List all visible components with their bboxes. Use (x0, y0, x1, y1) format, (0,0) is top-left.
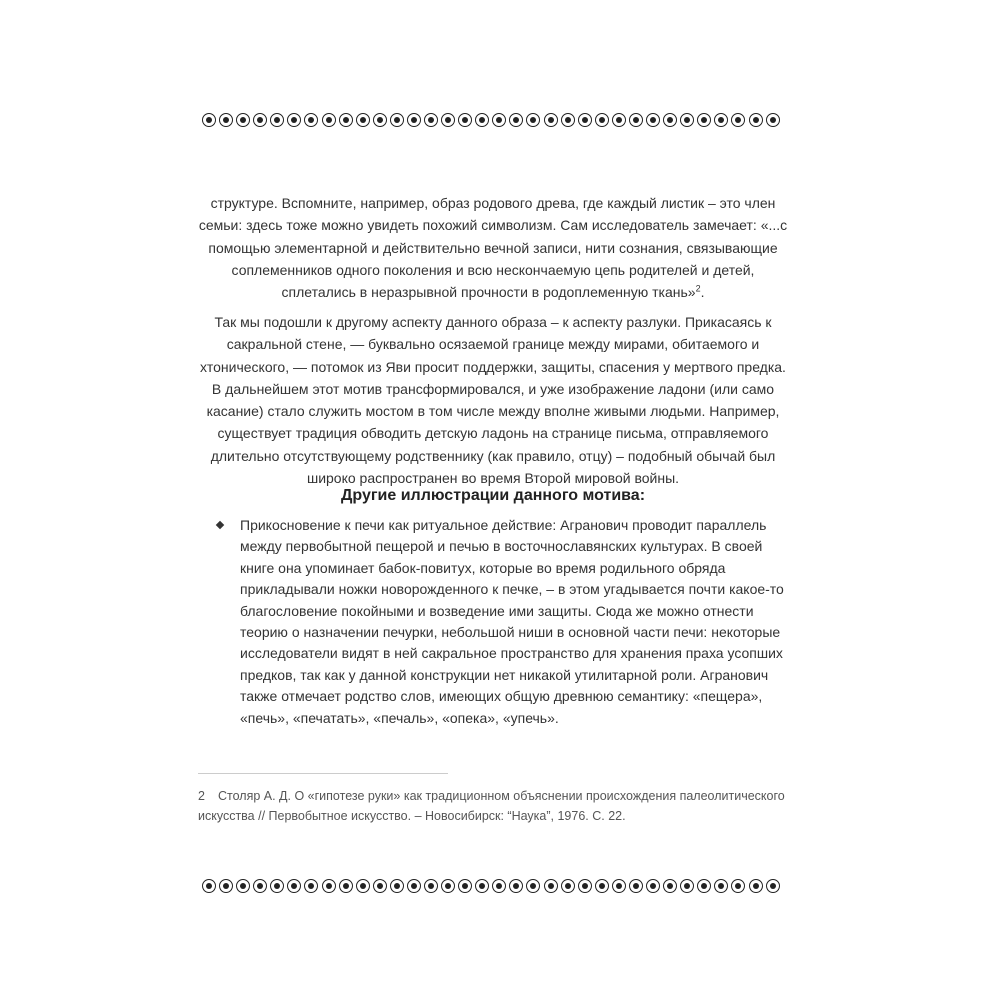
circle-dot-icon (766, 879, 780, 893)
circle-dot-icon (441, 113, 455, 127)
circle-dot-icon (373, 879, 387, 893)
circle-dot-icon (219, 113, 233, 127)
circle-dot-icon (424, 879, 438, 893)
paragraph-2: Так мы подошли к другому аспекту данного образа – к аспекту разлуки. Прикасаясь к сакральной стене, — буквально осязаемой границе между мирами, обитаемого и хтонического, — потомок из Яви просит поддержки, защиты, спасения у мертвого предка. В дальнейшем этот мотив трансформировался, и уже изображение ладони (или само касание) стало служить мостом в том числе между вполне живыми людьми. Например, существует традиция обводить детскую ладонь на странице письма, отправляемого длительно отсутствующему родственнику (как правило, отцу) – подобный обычай был широко распространен во время Второй мировой войны. (200, 314, 786, 487)
circle-dot-icon (202, 113, 216, 127)
circle-dot-icon (492, 113, 506, 127)
circle-dot-icon (526, 879, 540, 893)
section-heading: Другие иллюстрации данного мотива: (340, 487, 646, 504)
circle-dot-icon (544, 879, 558, 893)
circle-dot-icon (646, 113, 660, 127)
circle-dot-icon (629, 879, 643, 893)
circle-dot-icon (339, 113, 353, 127)
circle-dot-icon (236, 879, 250, 893)
circle-dot-icon (680, 113, 694, 127)
circle-dot-icon (749, 113, 763, 127)
circle-dot-icon (270, 113, 284, 127)
circle-dot-icon (714, 113, 728, 127)
circle-dot-icon (287, 879, 301, 893)
circle-dot-icon (339, 879, 353, 893)
circle-dot-icon (322, 113, 336, 127)
circle-dot-icon (390, 113, 404, 127)
circle-dot-icon (270, 879, 284, 893)
circle-dot-icon (458, 113, 472, 127)
circle-dot-icon (304, 879, 318, 893)
circle-dot-icon (509, 113, 523, 127)
circle-dot-icon (253, 113, 267, 127)
circle-dot-icon (356, 113, 370, 127)
circle-dot-icon (424, 113, 438, 127)
footnote-ref[interactable]: 2 (695, 283, 701, 294)
circle-dot-icon (202, 879, 216, 893)
circle-dot-icon (475, 879, 489, 893)
paragraph-1 (198, 192, 788, 303)
diamond-bullet-icon (216, 521, 224, 529)
footnote (198, 786, 788, 826)
circle-dot-icon (236, 113, 250, 127)
circle-dot-icon (373, 113, 387, 127)
motif-list (214, 515, 788, 729)
circle-dot-icon (612, 113, 626, 127)
circle-dot-icon (561, 113, 575, 127)
circle-dot-icon (714, 879, 728, 893)
circle-dot-icon (595, 879, 609, 893)
list-item (214, 515, 788, 729)
circle-dot-icon (509, 879, 523, 893)
ornament-top (202, 109, 780, 131)
circle-dot-icon (407, 879, 421, 893)
circle-dot-icon (356, 879, 370, 893)
circle-dot-icon (663, 879, 677, 893)
footnote-text: Столяр А. Д. О «гипотезе руки» как традиционном объяснении происхождения палеолитического искусства // Первобытное искусство. – Новосибирск: “Наука”, 1976. С. 22. (198, 789, 785, 823)
circle-dot-icon (749, 879, 763, 893)
circle-dot-icon (663, 113, 677, 127)
circle-dot-icon (629, 113, 643, 127)
circle-dot-icon (697, 113, 711, 127)
circle-dot-icon (304, 113, 318, 127)
circle-dot-icon (475, 113, 489, 127)
circle-dot-icon (219, 879, 233, 893)
footnote-number: 2 (198, 789, 205, 803)
circle-dot-icon (646, 879, 660, 893)
circle-dot-icon (595, 113, 609, 127)
footnote-divider (198, 773, 448, 774)
paragraph-1-text: структуре. Вспомните, например, образ родового древа, где каждый листик – это член семьи: здесь тоже можно увидеть похожий символизм. Сам исследователь замечает: «...с помощью элементарной и действительно вечной записи, нити сознания, связывающие соплеменников одного поколения и всю нескончаемую цепь родителей и детей, сплетались в неразрывной прочности в родоплеменную ткань» (198, 195, 788, 301)
ornament-bottom (202, 875, 780, 897)
circle-dot-icon (697, 879, 711, 893)
circle-dot-icon (680, 879, 694, 893)
circle-dot-icon (766, 113, 780, 127)
circle-dot-icon (578, 879, 592, 893)
circle-dot-icon (287, 113, 301, 127)
circle-dot-icon (561, 879, 575, 893)
circle-dot-icon (731, 879, 745, 893)
circle-dot-icon (544, 113, 558, 127)
circle-dot-icon (458, 879, 472, 893)
circle-dot-icon (253, 879, 267, 893)
circle-dot-icon (441, 879, 455, 893)
circle-dot-icon (390, 879, 404, 893)
circle-dot-icon (578, 113, 592, 127)
circle-dot-icon (731, 113, 745, 127)
circle-dot-icon (612, 879, 626, 893)
list-item-text: Прикосновение к печи как ритуальное действие: Агранович проводит параллель между первобытной пещерой и печью в восточнославянских культурах. В своей книге она упоминает бабок-повитух, которые во время родильного обряда прикладывали ножки новорожденного к печке, – в этом угадывается почти какое-то благословение покойными и возведение ими защиты. Сюда же можно отнести теорию о назначении печурки, небольшой ниши в основной части печи: некоторые исследователи видят в ней сакральное пространство для хранения праха усопших предков, так как у данной конструкции нет никакой утилитарной роли. Агранович также отмечает родство слов, имеющих общую древнюю семантику: «пещера», «печь», «печатать», «печаль», «опека», «упечь». (240, 517, 784, 726)
circle-dot-icon (322, 879, 336, 893)
paragraph-1-tail: . (700, 284, 705, 301)
circle-dot-icon (492, 879, 506, 893)
circle-dot-icon (407, 113, 421, 127)
circle-dot-icon (526, 113, 540, 127)
